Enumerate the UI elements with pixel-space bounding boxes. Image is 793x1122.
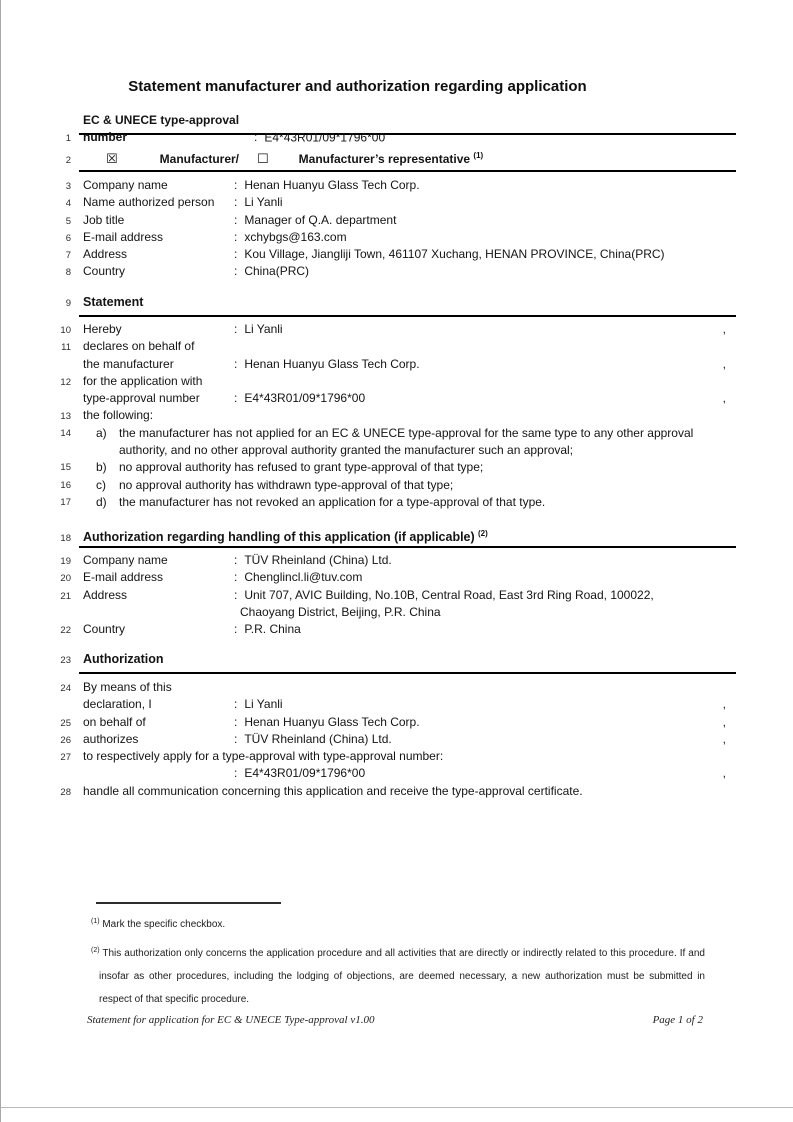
field-value: TÜV Rheinland (China) Ltd.: [244, 553, 392, 567]
colon-separator: :: [254, 130, 258, 145]
colon-separator: :: [234, 570, 238, 585]
field-row: [1, 714, 736, 731]
field-label: type-approval number: [83, 391, 200, 406]
text-row: [1, 338, 736, 355]
footer-right: Page 1 of 2: [652, 1014, 703, 1026]
statement-item: [1, 494, 736, 511]
trailing-comma: ,: [722, 356, 726, 371]
field-value: China(PRC): [244, 264, 310, 279]
footer-left: Statement for application for EC & UNECE Type-approval v1.00: [87, 1014, 375, 1026]
colon-separator: :: [234, 264, 238, 279]
field-label: E-mail address: [83, 570, 164, 585]
heading-row: [1, 525, 736, 542]
line-number: 22: [60, 625, 71, 637]
field-label: Address: [83, 587, 128, 602]
statement-text: By means of this: [83, 680, 172, 694]
field-value: P.R. China: [244, 622, 301, 637]
text-row: [1, 748, 736, 765]
section-rule: [79, 315, 736, 317]
statement-body: [1, 321, 736, 511]
field-row: [1, 356, 736, 373]
field-value: E4*43R01/09*1796*00: [264, 130, 386, 145]
text-row: [1, 407, 736, 424]
section-rule: [79, 170, 736, 172]
line-number: 3: [65, 181, 71, 192]
heading-row: [1, 294, 736, 311]
field-value: Kou Village, Jiangliji Town, 461107 Xuchang, HENAN PROVINCE, China(PRC): [244, 247, 665, 262]
page-bottom-edge: [1, 1107, 793, 1108]
colon-separator: :: [234, 714, 238, 729]
field-row: [1, 229, 736, 246]
representative-checkbox-label: Manufacturer’s representative: [298, 152, 471, 166]
heading-row: [1, 651, 736, 668]
authorization-heading-section: [1, 651, 736, 674]
line-number: 5: [65, 215, 71, 227]
colon-separator: :: [234, 356, 238, 371]
line-number: 2: [65, 155, 71, 166]
line-number: 9: [65, 298, 71, 309]
field-row: [1, 177, 736, 194]
field-label: Company name: [83, 553, 168, 567]
section-rule: [79, 546, 736, 548]
trailing-comma: ,: [722, 731, 726, 746]
line-number: 20: [60, 573, 71, 585]
field-value: Li Yanli: [244, 322, 283, 336]
line-number: 25: [60, 717, 71, 729]
colon-separator: :: [234, 178, 238, 192]
statement-item: [1, 459, 736, 476]
authorization-handling-details: [1, 552, 736, 638]
item-text: the manufacturer has not applied for an EC & UNECE type-approval for the same type to any other approval authority, and no other approval authority granted the manufacturer such an approval;: [119, 425, 694, 458]
section-heading: Statement: [83, 295, 144, 309]
field-row: [1, 587, 736, 604]
field-row: [1, 212, 736, 229]
field-value: E4*43R01/09*1796*00: [244, 766, 366, 781]
text-row: [1, 783, 736, 800]
line-number: 21: [60, 590, 71, 602]
line-number: 28: [60, 786, 71, 798]
trailing-comma: ,: [722, 766, 726, 781]
statement-text: to respectively apply for a type-approval with type-approval number:: [83, 749, 444, 764]
line-number: 1: [65, 133, 71, 145]
field-label: declaration, I: [83, 697, 152, 712]
footnote-reference: (1): [473, 151, 484, 160]
footnote-marker: (1): [91, 918, 100, 925]
field-row: [1, 390, 736, 407]
field-value: Henan Huanyu Glass Tech Corp.: [244, 178, 420, 192]
line-number: 17: [60, 496, 71, 508]
footnote-separator: [96, 902, 281, 904]
item-text: the manufacturer has not revoked an application for a type-approval of that type.: [119, 494, 546, 509]
line-number: 6: [65, 232, 71, 244]
footnote-text: Mark the specific checkbox.: [102, 919, 226, 930]
field-value: Unit 707, AVIC Building, No.10B, Central Road, East 3rd Ring Road, 100022,: [244, 587, 654, 602]
line-number: 16: [60, 479, 71, 491]
field-value: E4*43R01/09*1796*00: [244, 391, 366, 406]
text-row: [1, 679, 736, 696]
field-row: [1, 552, 736, 569]
colon-separator: :: [234, 622, 238, 637]
manufacturer-details: [1, 177, 736, 281]
footnote-text: This authorization only concerns the application procedure and all activities that are directly or indirectly related to this procedure. If and insofar as other procedures, including the lodging of objections, are deemed necessary, a new authorization must be submitted in respect of that specific procedure.: [99, 948, 705, 1005]
field-label: Country: [83, 622, 126, 637]
item-marker: a): [96, 425, 107, 440]
section-heading: Authorization regarding handling of this application (if applicable): [83, 530, 475, 544]
item-text: no approval authority has withdrawn type-approval of that type;: [119, 477, 454, 492]
field-value: Manager of Q.A. department: [244, 212, 397, 227]
trailing-comma: ,: [722, 391, 726, 406]
footnote-reference: (2): [478, 529, 488, 538]
line-number: 13: [60, 411, 71, 423]
colon-separator: :: [234, 247, 238, 262]
footnotes: [91, 915, 705, 1011]
page-footer: [87, 1014, 703, 1026]
item-text: no approval authority has refused to grant type-approval of that type;: [119, 460, 484, 475]
colon-separator: :: [234, 322, 238, 336]
colon-separator: :: [234, 229, 238, 244]
field-label: authorizes: [83, 731, 139, 746]
line-number: 15: [60, 462, 71, 474]
footnote-2: [91, 939, 705, 1011]
field-value: Chenglincl.li@tuv.com: [244, 570, 363, 585]
colon-separator: :: [234, 697, 238, 712]
colon-separator: :: [234, 391, 238, 406]
line-number: 23: [60, 655, 71, 666]
field-label: the manufacturer: [83, 356, 174, 371]
line-number: 4: [65, 198, 71, 210]
statement-item: [1, 425, 736, 460]
field-label: Hereby: [83, 322, 122, 336]
section-rule: [79, 672, 736, 674]
field-row: [1, 696, 736, 713]
trailing-comma: ,: [722, 714, 726, 729]
field-row: [1, 621, 736, 638]
colon-separator: :: [234, 195, 238, 210]
line-number: 10: [60, 325, 71, 336]
field-value: Chaoyang District, Beijing, P.R. China: [240, 604, 441, 619]
item-marker: b): [96, 460, 107, 475]
field-label: Company name: [83, 178, 168, 192]
line-number: 11: [61, 342, 71, 354]
line-number: 8: [65, 267, 71, 279]
footnote-marker: (2): [91, 947, 100, 954]
field-row: [1, 263, 736, 280]
field-value: TÜV Rheinland (China) Ltd.: [244, 731, 392, 746]
field-label: Address: [83, 247, 128, 262]
checkbox-row: [1, 147, 736, 167]
field-value: Henan Huanyu Glass Tech Corp.: [244, 714, 420, 729]
line-number: 18: [60, 533, 71, 544]
field-row: [1, 765, 736, 782]
field-row: [1, 246, 736, 263]
statement-text: handle all communication concerning this application and receive the type-approval certificate.: [83, 783, 583, 798]
statement-item: [1, 477, 736, 494]
authorization-body: [1, 679, 736, 800]
field-row: [1, 194, 736, 211]
field-label: Job title: [83, 212, 125, 227]
footnote-1: [91, 915, 705, 932]
line-number: 19: [60, 556, 71, 567]
field-value: Li Yanli: [244, 195, 283, 210]
field-value: xchybgs@163.com: [244, 229, 347, 244]
field-row: [1, 731, 736, 748]
statement-text: the following:: [83, 408, 154, 423]
role-section: [1, 147, 736, 172]
page-title: Statement manufacturer and authorization regarding application: [128, 78, 587, 95]
statement-text: for the application with: [83, 373, 203, 388]
line-number: 27: [60, 752, 71, 764]
colon-separator: :: [234, 731, 238, 746]
approval-number-section: [1, 112, 736, 145]
line-number: 24: [60, 683, 71, 694]
manufacturer-checkbox-label: Manufacturer/: [159, 152, 240, 166]
field-label: EC & UNECE type-approval number: [83, 113, 240, 145]
trailing-comma: ,: [722, 697, 726, 712]
field-value: Henan Huanyu Glass Tech Corp.: [244, 356, 420, 371]
field-label: on behalf of: [83, 714, 146, 729]
colon-separator: :: [234, 212, 238, 227]
colon-separator: :: [234, 553, 238, 567]
line-number: 26: [60, 734, 71, 746]
item-marker: c): [96, 477, 106, 492]
field-row: [1, 112, 736, 145]
checkbox-checked-icon: ☒: [106, 152, 118, 167]
colon-separator: :: [234, 587, 238, 602]
text-row: [1, 373, 736, 390]
field-row: [1, 604, 736, 621]
line-number: 7: [65, 250, 71, 262]
field-label: Country: [83, 264, 126, 279]
statement-heading-section: [1, 294, 736, 317]
section-heading: Authorization: [83, 652, 164, 666]
field-row: [1, 321, 736, 338]
trailing-comma: ,: [722, 322, 726, 336]
authorization-handling-heading-section: [1, 525, 736, 548]
field-label: E-mail address: [83, 229, 164, 244]
statement-text: declares on behalf of: [83, 339, 195, 354]
line-number: 12: [60, 376, 71, 388]
field-label: Name authorized person: [83, 195, 215, 210]
line-number: 14: [60, 427, 71, 439]
checkbox-unchecked-icon: ☐: [257, 152, 269, 167]
item-marker: d): [96, 494, 107, 509]
field-value: Li Yanli: [244, 697, 283, 712]
field-row: [1, 569, 736, 586]
colon-separator: :: [234, 766, 238, 781]
